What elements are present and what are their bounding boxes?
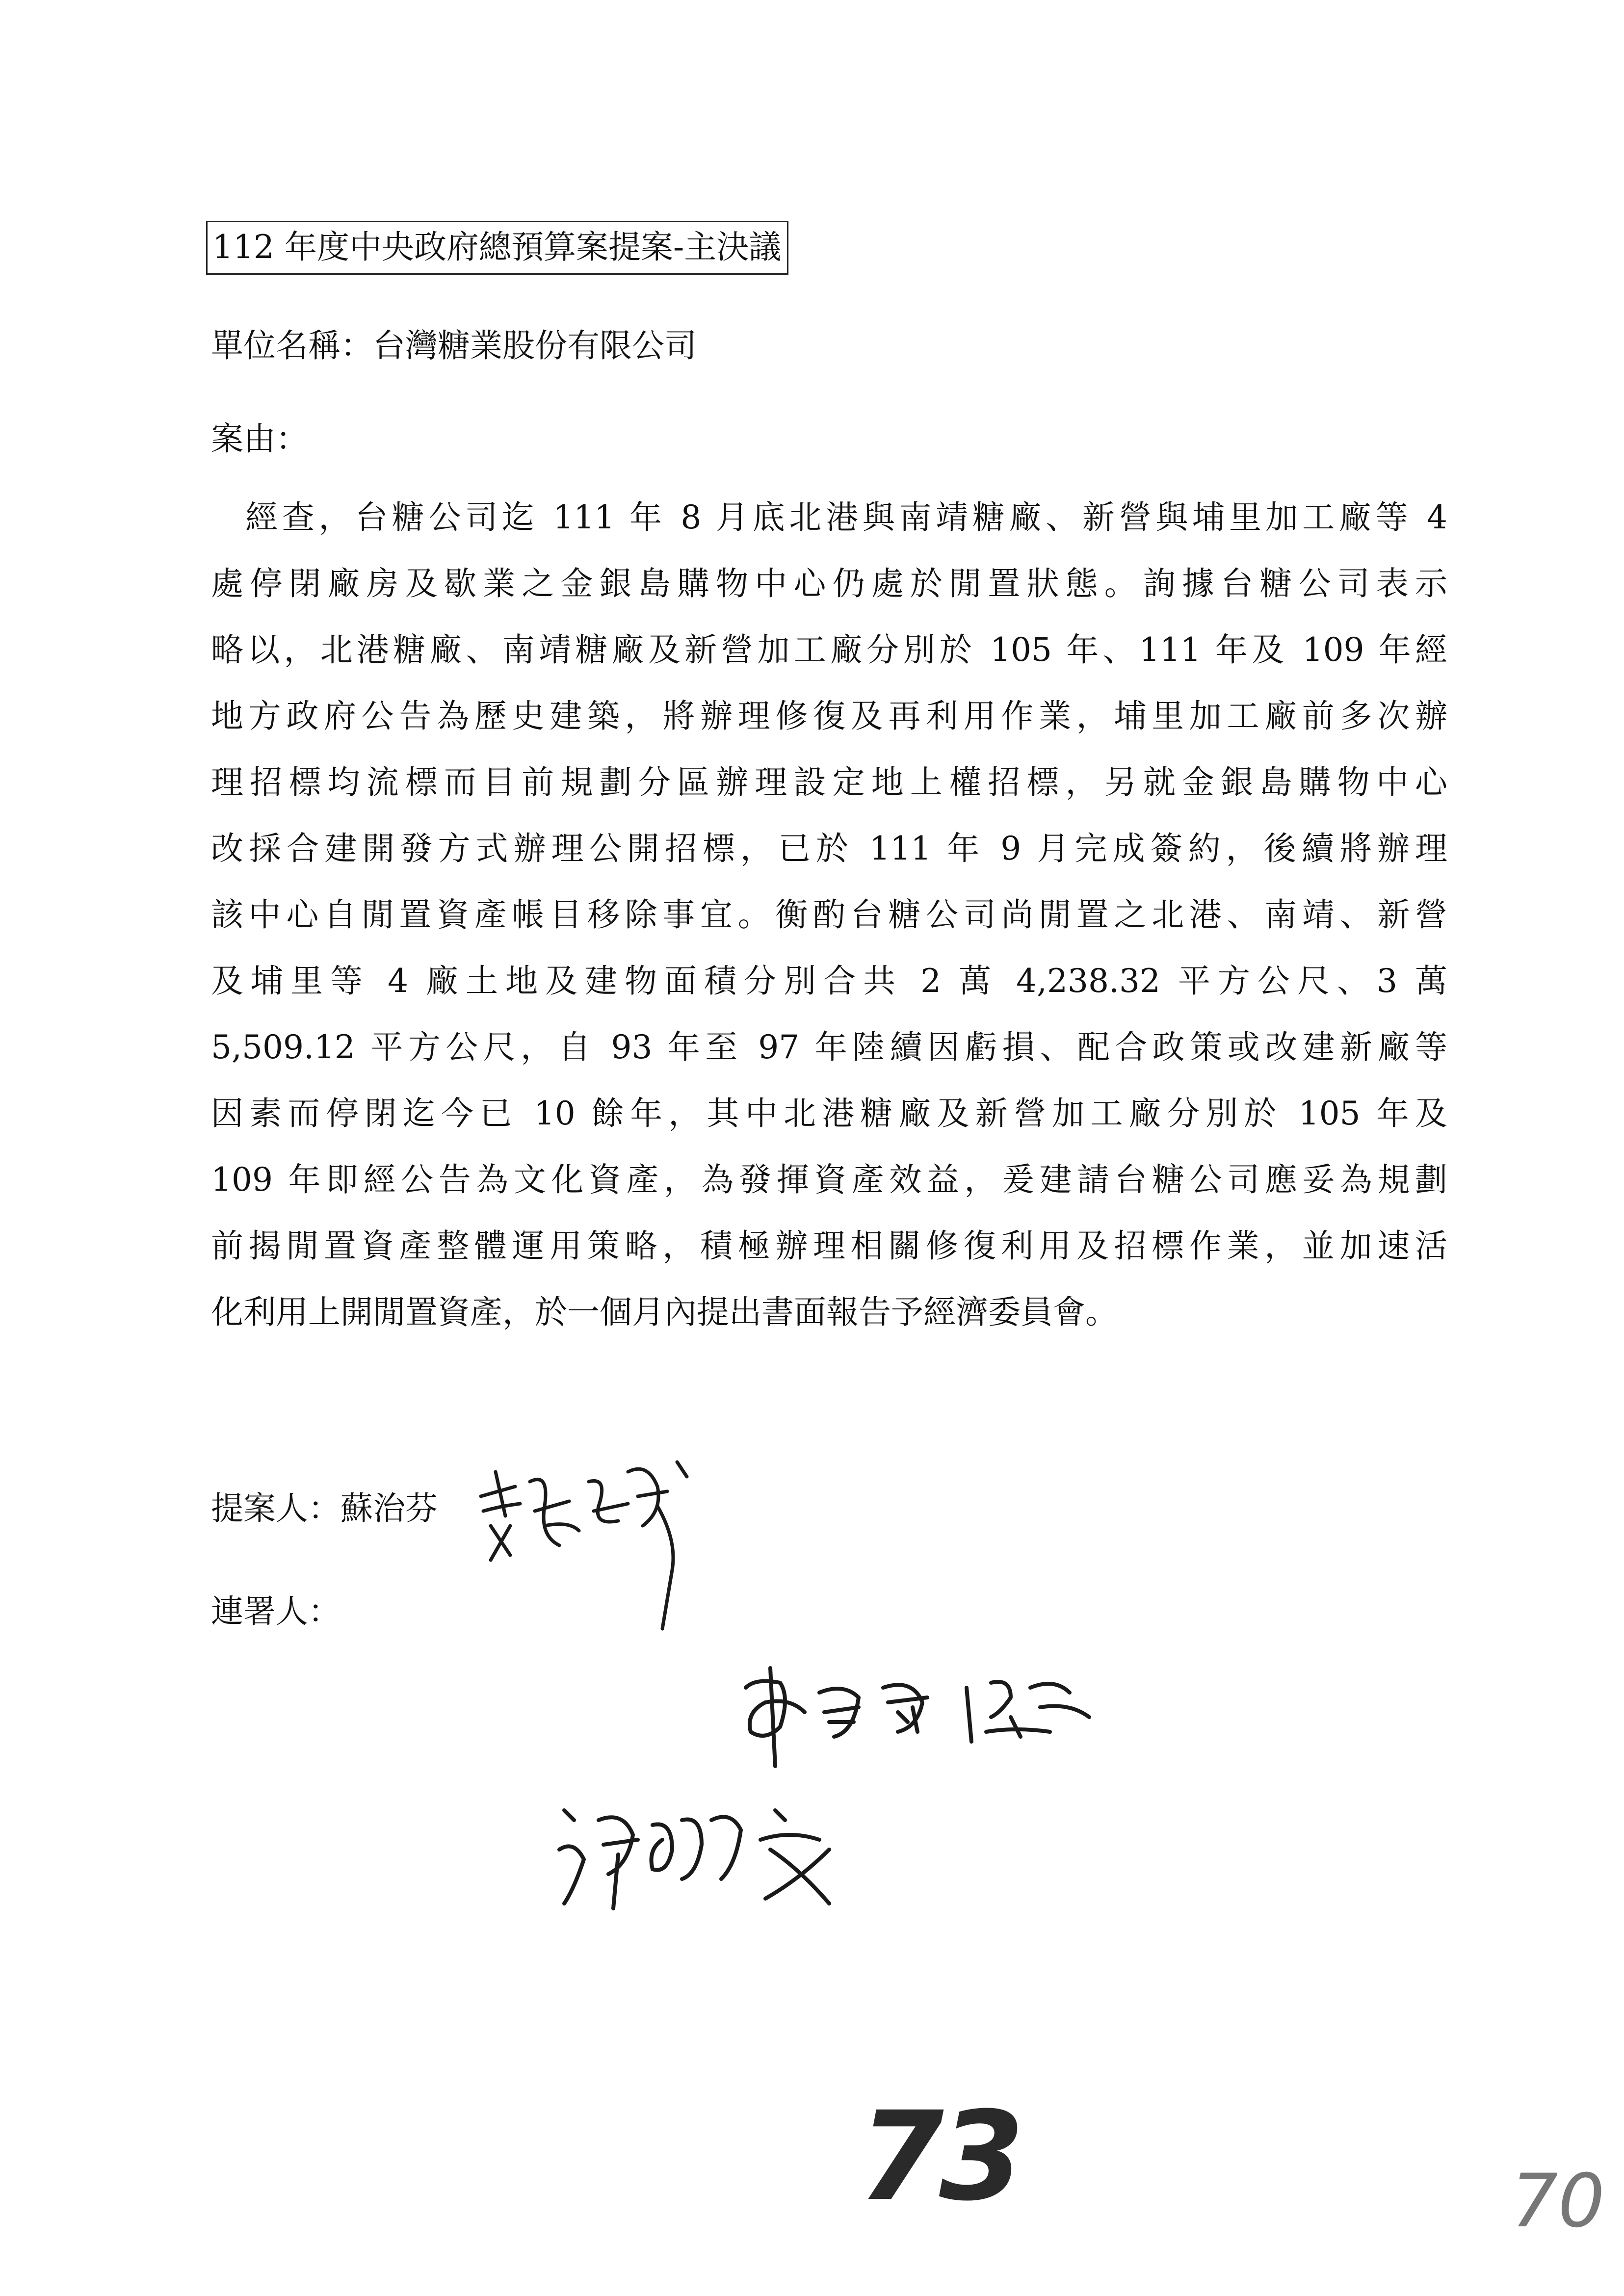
body-line: 理招標均流標而目前規劃分區辦理設定地上權招標，另就金銀島購物中心 <box>211 763 1447 801</box>
body-line: 改採合建開發方式辦理公開招標，已於 111 年 9 月完成簽約，後續將辦理 <box>211 830 1447 867</box>
body-line: 地方政府公告為歷史建築，將辦理修復及再利用作業，埔里加工廠前多次辦 <box>211 697 1447 735</box>
body-line: 略以，北港糖廠、南靖糖廠及新營加工廠分別於 105 年、111 年及 109 年經 <box>211 631 1447 669</box>
body-line: 5,509.12 平方公尺，自 93 年至 97 年陸續因虧損、配合政策或改建新廠等 <box>211 1028 1447 1066</box>
body-line: 該中心自閒置資產帳目移除事宜。衡酌台糖公司尚閒置之北港、南靖、新營 <box>211 896 1447 934</box>
body-line: 前揭閒置資產整體運用策略，積極辦理相關修復利用及招標作業，並加速活 <box>211 1227 1447 1265</box>
cosigner-signature <box>736 1658 1099 1786</box>
body-line: 經查，台糖公司迄 111 年 8 月底北港與南靖糖廠、新營與埔里加工廠等 4 <box>245 498 1447 536</box>
body-line: 及埔里等 4 廠土地及建物面積分別合共 2 萬 4,238.32 平方公尺、3 萬 <box>211 962 1447 1000</box>
corner-number: 70 <box>1511 2159 1605 2244</box>
reason-label: 案由： <box>211 420 308 458</box>
body-line: 處停閉廠房及歇業之金銀島購物中心仍處於閒置狀態。詢據台糖公司表示 <box>211 565 1447 602</box>
cosigner-signature <box>554 1791 873 1918</box>
unit-name: 單位名稱：台灣糖業股份有限公司 <box>211 327 697 365</box>
body-line: 化利用上開閒置資產，於一個月內提出書面報告予經濟委員會。 <box>211 1293 1118 1331</box>
body-line: 因素而停閉迄今已 10 餘年，其中北港糖廠及新營加工廠分別於 105 年及 <box>211 1095 1447 1132</box>
page-number: 73 <box>859 2085 1020 2228</box>
body-line: 109 年即經公告為文化資產，為發揮資產效益，爰建請台糖公司應妥為規劃 <box>211 1161 1447 1199</box>
document-title: 112 年度中央政府總預算案提案-主決議 <box>206 221 788 275</box>
proposer: 提案人：蘇治芬 <box>211 1489 438 1527</box>
proposer-signature <box>471 1452 697 1639</box>
cosigner-label: 連署人： <box>211 1592 341 1630</box>
